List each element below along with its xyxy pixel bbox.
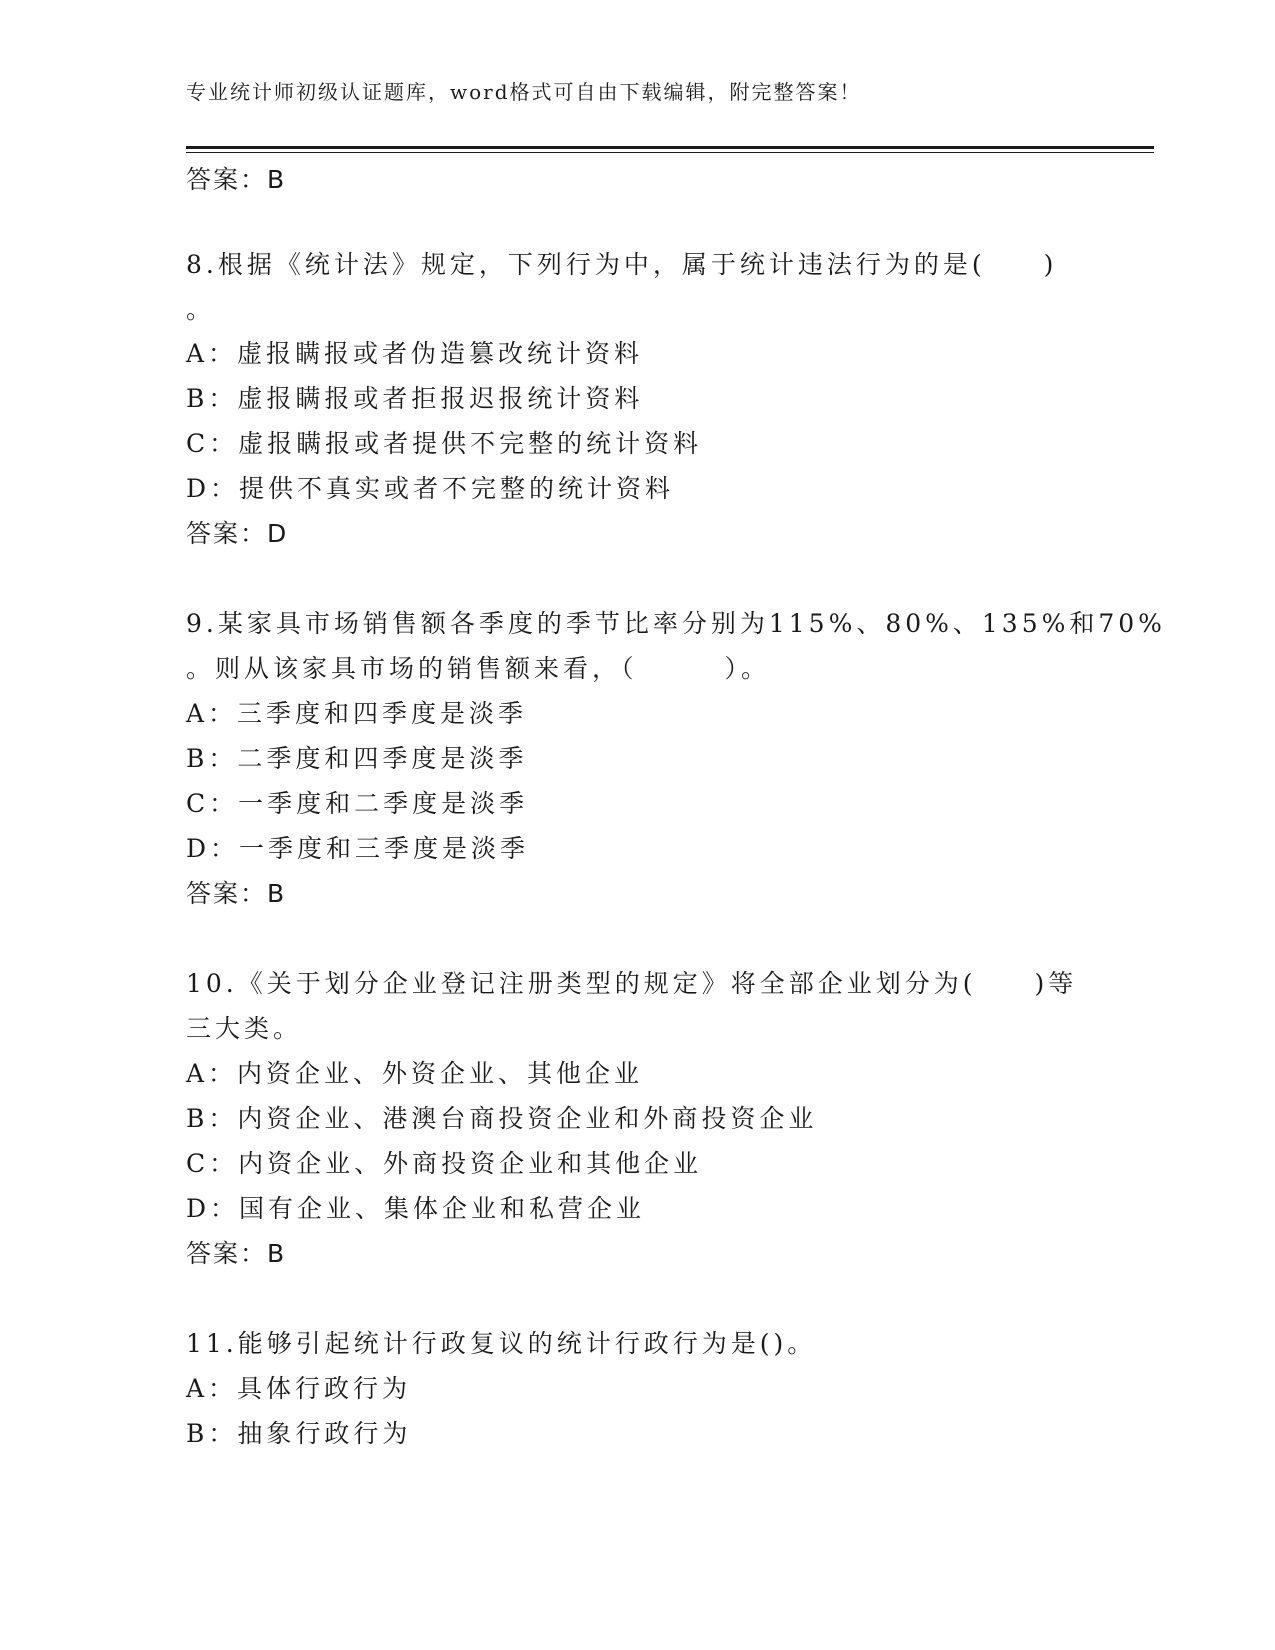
question-8-option-a: A：虚报瞒报或者伪造篡改统计资料 [186,339,644,368]
header-rule-thick [186,146,1154,149]
question-9-option-b: B：二季度和四季度是淡季 [186,744,528,773]
header-rule-thin [186,152,1154,153]
question-9-option-c: C：一季度和二季度是淡季 [186,789,529,818]
question-10-option-a: A：内资企业、外资企业、其他企业 [186,1059,644,1088]
question-10-stem-line2: 三大类。 [186,1014,303,1043]
question-10-option-d: D：国有企业、集体企业和私营企业 [186,1194,646,1223]
question-8-option-b: B：虚报瞒报或者拒报迟报统计资料 [186,384,644,413]
question-8-answer: 答案：D [186,519,289,548]
question-11-stem-line1: 11.能够引起统计行政复议的统计行政行为是()。 [186,1329,817,1358]
question-10-option-b: B：内资企业、港澳台商投资企业和外商投资企业 [186,1104,818,1133]
page-header: 专业统计师初级认证题库，word格式可自由下载编辑，附完整答案！ [186,80,862,104]
question-9-option-a: A：三季度和四季度是淡季 [186,699,528,728]
question-9-stem-line1: 9.某家具市场销售额各季度的季节比率分别为115%、80%、135%和70% [186,609,1166,638]
question-11-option-b: B：抽象行政行为 [186,1419,412,1448]
question-11-option-a: A：具体行政行为 [186,1374,412,1403]
question-10-answer: 答案：B [186,1239,287,1268]
question-8-stem-line1: 8.根据《统计法》规定，下列行为中，属于统计违法行为的是( ) [186,250,1058,279]
answer-previous: 答案：B [186,165,287,194]
question-8-option-c: C：虚报瞒报或者提供不完整的统计资料 [186,429,703,458]
question-8-stem-line2: 。 [186,295,216,324]
question-10-option-c: C：内资企业、外商投资企业和其他企业 [186,1149,703,1178]
question-10-stem-line1: 10.《关于划分企业登记注册类型的规定》将全部企业划分为( )等 [186,969,1078,998]
question-9-stem-line2: 。则从该家具市场的销售额来看，（ ）。 [186,654,771,683]
question-9-option-d: D：一季度和三季度是淡季 [186,834,530,863]
question-8-option-d: D：提供不真实或者不完整的统计资料 [186,474,675,503]
question-9-answer: 答案：B [186,879,287,908]
